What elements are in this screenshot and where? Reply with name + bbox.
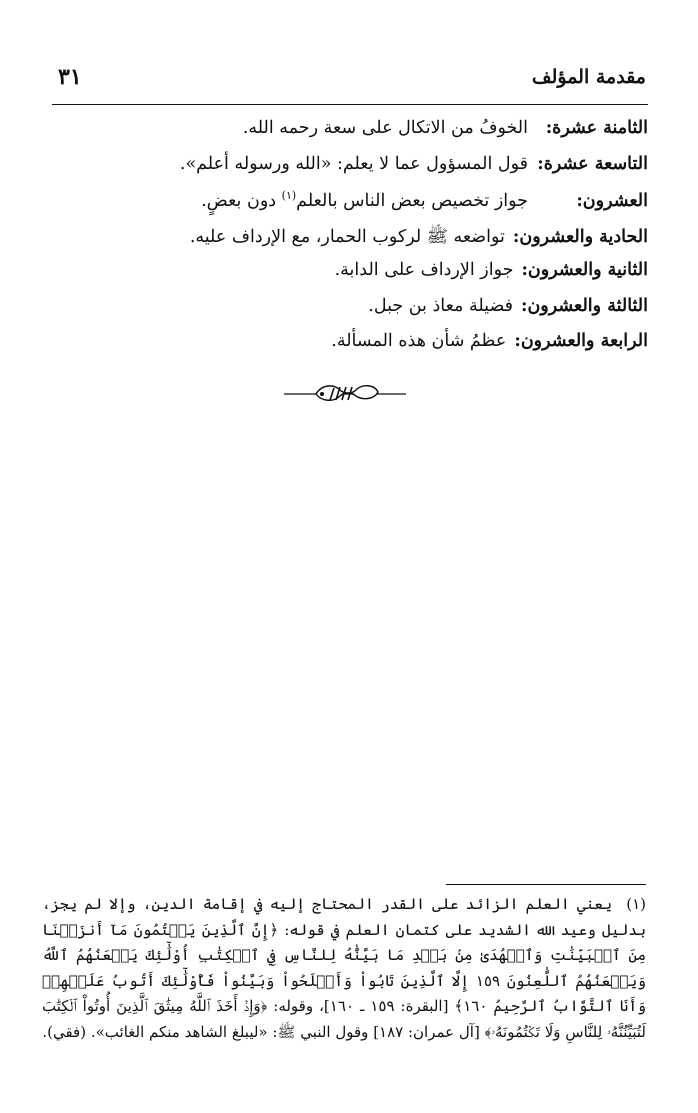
item-text: قول المسؤول عما لا يعلم: «الله ورسوله أعلم». bbox=[179, 153, 528, 174]
item-text: جواز تخصيص بعض الناس بالعلم bbox=[296, 190, 528, 211]
item-text: جواز الإرداف على الدابة. bbox=[334, 260, 514, 280]
page-number: ٣١ bbox=[58, 64, 82, 90]
item-term: الثالثة والعشرون: bbox=[520, 295, 648, 316]
item-text-continued: دون بعضٍ. bbox=[201, 190, 282, 211]
item-term: الحادية والعشرون: bbox=[512, 226, 648, 247]
item-term: الثانية والعشرون: bbox=[521, 260, 648, 280]
list-item bbox=[48, 154, 648, 190]
list-item bbox=[48, 225, 648, 261]
item-term: التاسعة عشرة: bbox=[537, 153, 648, 174]
item-text: الخوفُ من الاتكال على سعة رحمه الله. bbox=[242, 118, 528, 138]
footnote-text: يعني العلم الزائد على القدر المحتاج إليه في إقامة الدين، وإلا لم يجز، بدليل وعيد الله الشديد على كتمان العلم في قوله: ﴿إِنَّ ٱلَّذِينَ يَكۡتُمُونَ مَآ أَنزَلۡنَا مِنَ ٱلۡبَيِّنَٰتِ وَٱلۡهُدَىٰ مِنۢ بَعۡدِ مَا بَيَّنَّٰهُ لِلنَّاسِ فِي ٱلۡكِتَٰبِ أُوْلَٰٓئِكَ يَلۡعَنُهُمُ ٱللَّهُ وَيَلۡعَنُهُمُ ٱللَّٰعِنُونَ ١٥٩ إِلَّا ٱلَّذِينَ تَابُواْ وَأَصۡلَحُواْ وَبَيَّنُواْ فَأُوْلَٰٓئِكَ أَتُوبُ عَلَيۡهِمۡ وَأَنَا ٱلتَّوَّابُ ٱلرَّحِيمُ ١٦٠﴾ [البقرة: ١٥٩ ـ ١٦٠]، وقوله: ﴿وَإِذۡ أَخَذَ ٱللَّهُ مِيثَٰقَ ٱلَّذِينَ أُوتُواْ ٱلۡكِتَٰبَ لَتُبَيِّنُنَّهُۥ لِلنَّاسِ وَلَا تَكۡتُمُونَهُۥ﴾ [آل عمران: ١٨٧] وقول النبي ﷺ: «ليبلغ الشاهد منكم الغائب». (فقي). bbox=[42, 895, 647, 1041]
section-end-ornament bbox=[282, 378, 408, 408]
item-text: تواضعه ﷺ لركوب الحمار، مع الإرداف عليه. bbox=[189, 226, 505, 247]
item-term: الثامنة عشرة: bbox=[545, 118, 648, 138]
item-text: فضيلة معاذ بن جبل. bbox=[368, 295, 513, 316]
footnote bbox=[42, 892, 646, 1045]
footnote-reference[interactable]: (١) bbox=[281, 189, 297, 202]
item-term: العشرون: bbox=[576, 190, 648, 211]
item-text-wrapper bbox=[201, 189, 536, 211]
running-title: مقدمة المؤلف bbox=[531, 66, 646, 88]
footnote-marker: (١) bbox=[626, 895, 646, 913]
header-rule bbox=[52, 104, 648, 105]
footnote-rule bbox=[446, 884, 646, 885]
list-item bbox=[48, 296, 648, 332]
lessons-list bbox=[48, 118, 648, 367]
list-item bbox=[48, 189, 648, 225]
list-item bbox=[48, 260, 648, 296]
list-item bbox=[48, 118, 648, 154]
list-item bbox=[48, 331, 648, 367]
item-text: عظمُ شأن هذه المسألة. bbox=[331, 331, 507, 351]
item-term: الرابعة والعشرون: bbox=[514, 331, 648, 351]
